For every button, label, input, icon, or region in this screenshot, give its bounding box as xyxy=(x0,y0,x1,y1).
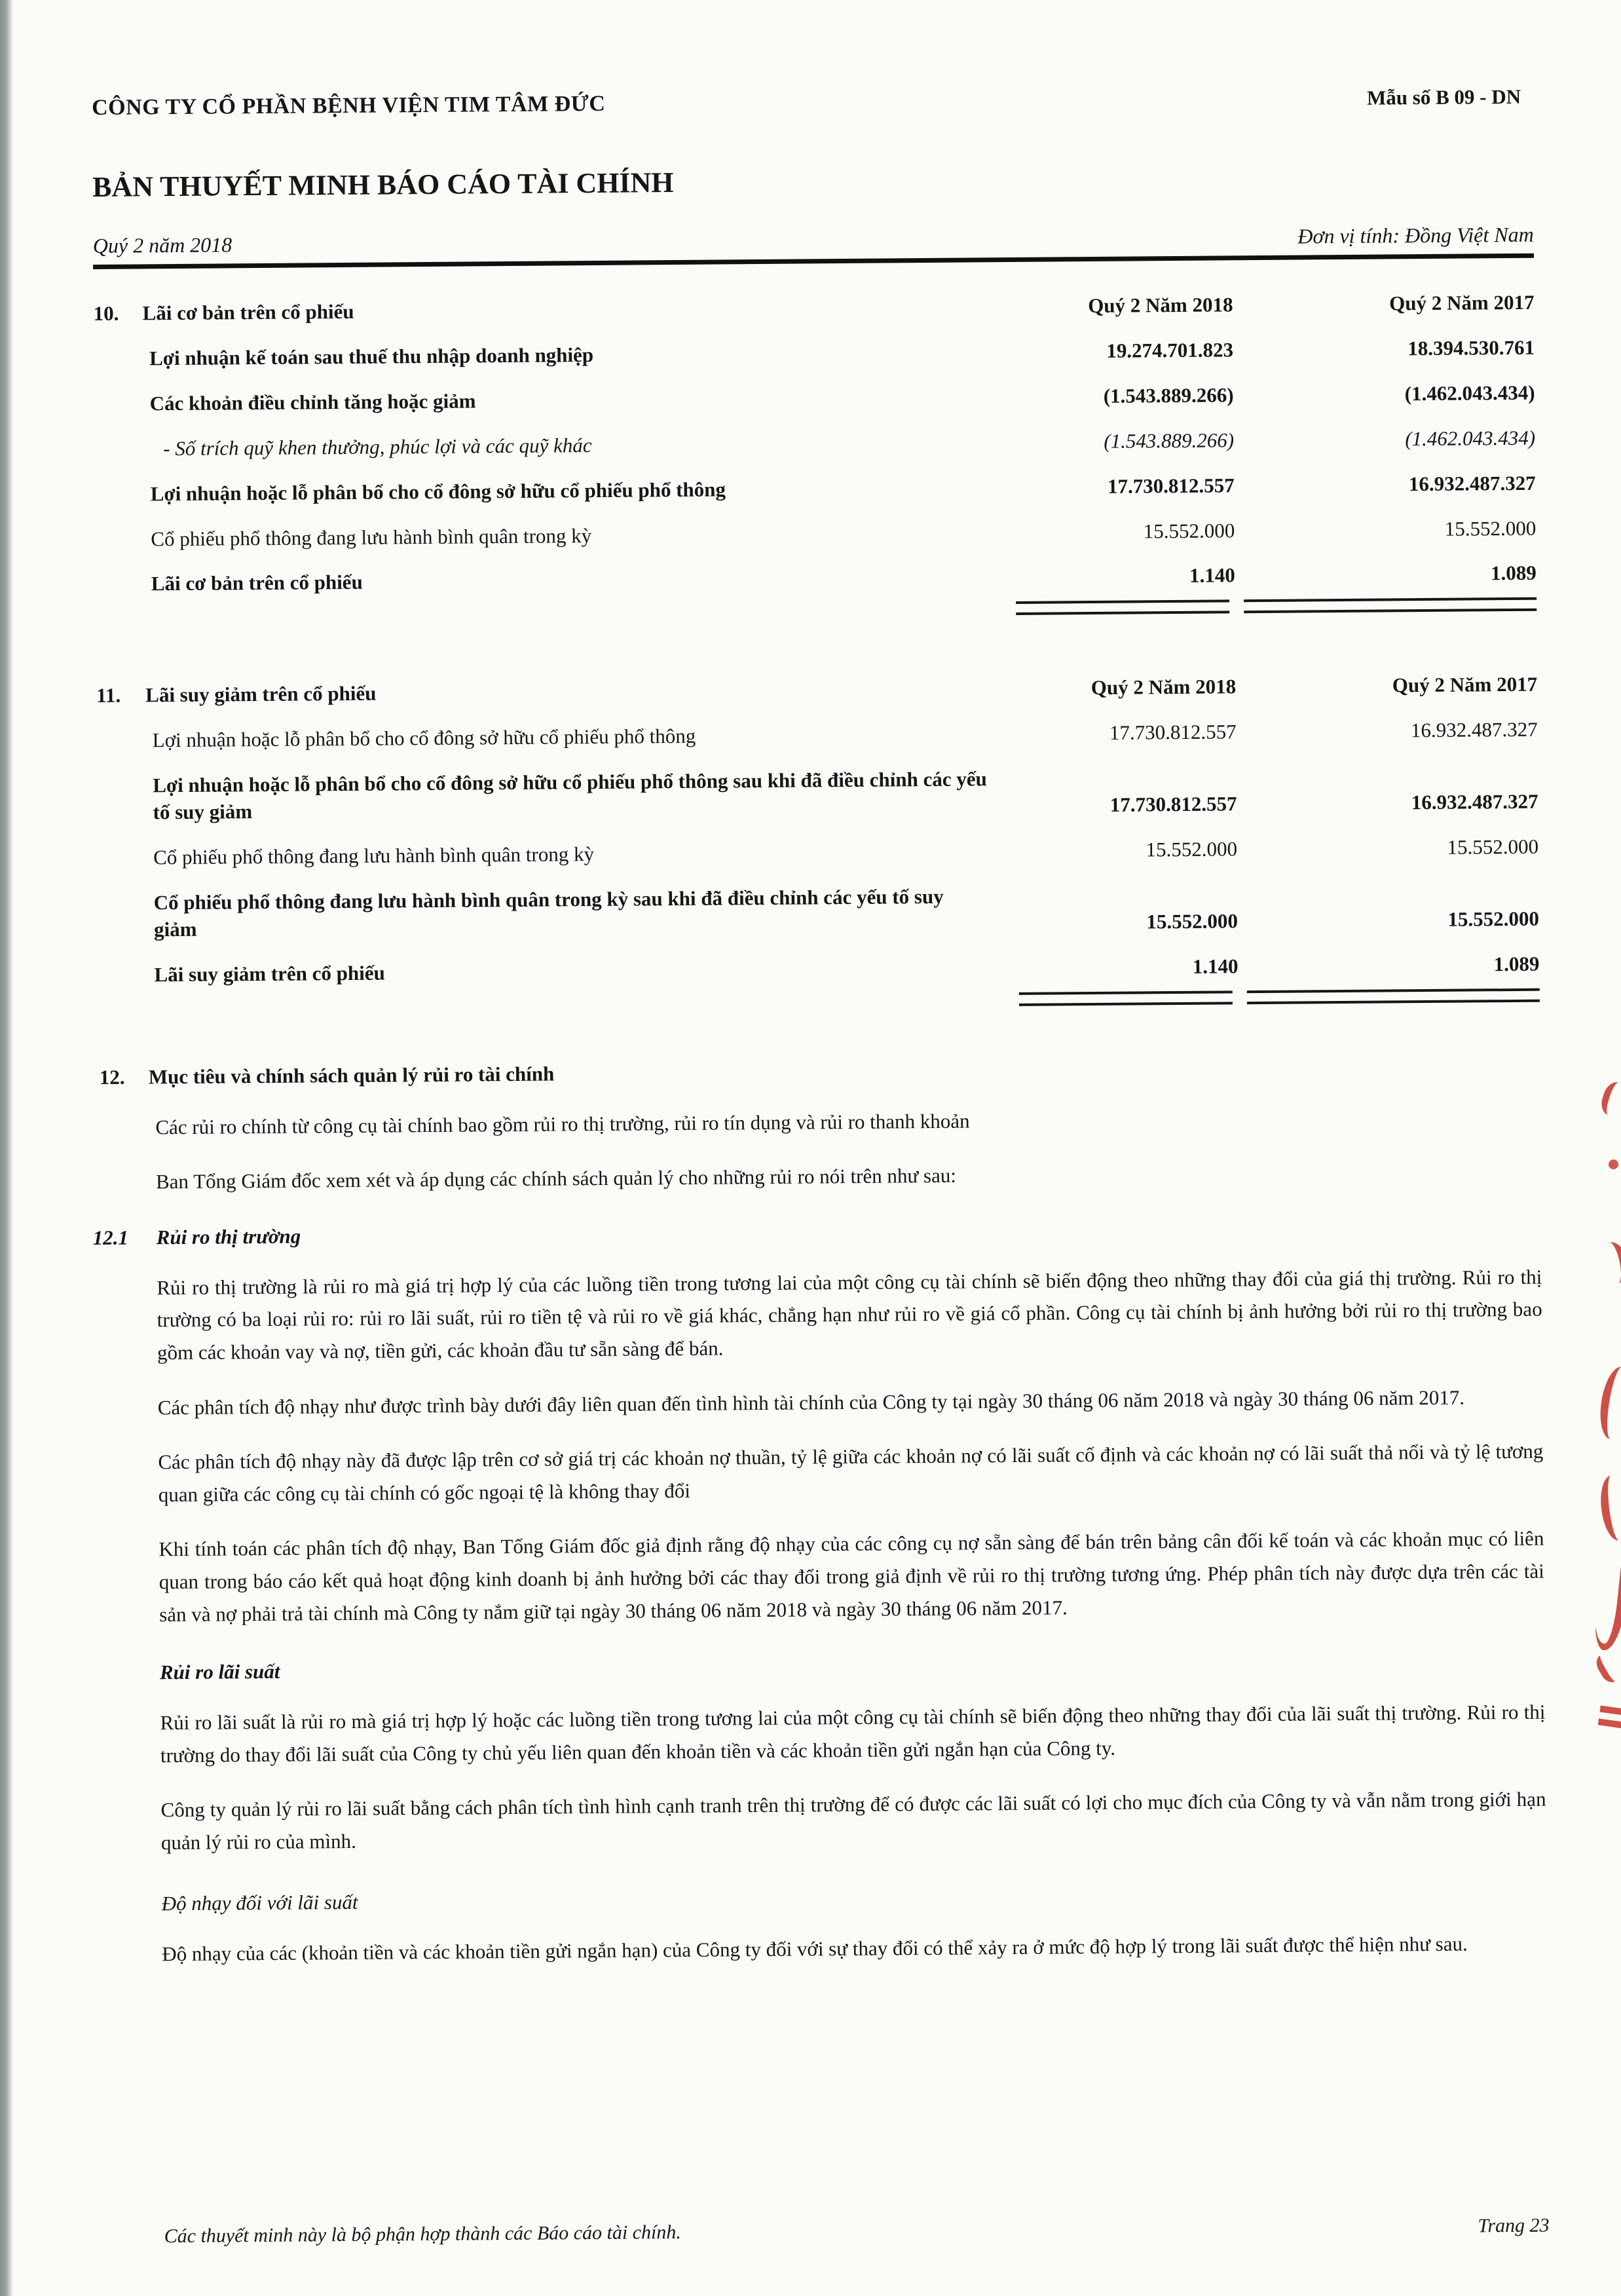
column-header-2017: Quý 2 Năm 2017 xyxy=(1389,290,1535,315)
paragraph: Ban Tổng Giám đốc xem xét và áp dụng các chính sách quản lý cho những rủi ro nói trên như sau: xyxy=(155,1163,957,1194)
value-2018: 1.140 xyxy=(1189,563,1235,588)
value-2017: 15.552.000 xyxy=(1447,907,1540,931)
paragraph: Các phân tích độ nhạy này đã được lập trên cơ sở giá trị các khoản nợ thuần, tỷ lệ giữa các khoản nợ có lãi suất cố định và các khoản nợ có lãi suất thả nổi và tỷ lệ tương quan giữa các công cụ tài chính có gốc ngoại tệ là không thay đổi xyxy=(158,1439,1544,1507)
company-name: CÔNG TY CỔ PHẦN BỆNH VIỆN TIM TÂM ĐỨC xyxy=(92,91,606,120)
value-2018: 19.274.701.823 xyxy=(1106,338,1234,362)
table-row xyxy=(95,470,1536,508)
table-row xyxy=(98,879,1540,944)
table-row xyxy=(98,834,1538,872)
column-header-2017: Quý 2 Năm 2017 xyxy=(1392,673,1538,697)
red-ink-mark xyxy=(1609,1159,1618,1169)
value-2017: 1.089 xyxy=(1493,952,1540,975)
section12-1-title: Rủi ro thị trường xyxy=(156,1224,301,1249)
double-rule-2018 xyxy=(1016,600,1229,616)
value-2017: 1.089 xyxy=(1490,561,1537,585)
value-2017: 15.552.000 xyxy=(1444,516,1537,540)
table-row xyxy=(97,717,1538,755)
paragraph: Khi tính toán các phân tích độ nhạy, Ban Tổng Giám đốc giả định rằng độ nhạy của các công cụ nợ sẵn sàng để bán trên bảng cân đối kế toán và các khoản mục có liên quan trong báo cáo kết quả hoạt động kinh doanh bị ảnh hưởng bởi các thay đổi trong giả định về rủi ro thị trường tương ứng. Phép phân tích này được dựa trên các tài sản và nợ phải trả tài chính mà Công ty nắm giữ tại ngày 30 tháng 06 năm 2018 và ngày 30 tháng 06 năm 2017. xyxy=(158,1526,1544,1626)
red-ink-mark xyxy=(1599,1706,1621,1716)
red-ink-mark xyxy=(1596,1239,1621,1286)
period-row xyxy=(93,223,1534,258)
paragraph: Các phân tích độ nhạy như được trình bày dưới đây liên quan đến tình hình tài chính của Công ty tại ngày 30 tháng 06 năm 2018 và ngày 30 tháng 06 năm 2017. xyxy=(157,1385,1465,1419)
value-2018: 15.552.000 xyxy=(1146,909,1239,933)
value-2018: 17.730.812.557 xyxy=(1109,720,1237,745)
value-2017: 16.932.487.327 xyxy=(1408,471,1536,495)
section10-number: 10. xyxy=(93,301,119,325)
section-risk-management xyxy=(92,1054,1548,1970)
total-rule-row xyxy=(99,988,1540,1013)
value-2017: (1.462.043.434) xyxy=(1404,381,1535,405)
value-2017: (1.462.043.434) xyxy=(1405,426,1536,450)
section10-heading-row xyxy=(93,290,1534,328)
column-header-2018: Quý 2 Năm 2018 xyxy=(1090,675,1237,700)
value-2017: 16.932.487.327 xyxy=(1411,789,1538,814)
section11-title: Lãi suy giảm trên cổ phiếu xyxy=(145,681,377,707)
form-number: Mẫu số B 09 - DN xyxy=(1366,85,1521,109)
section10-heading xyxy=(93,293,1013,328)
total-rule-row xyxy=(96,597,1537,622)
section12-number: 12. xyxy=(99,1065,125,1089)
row-label: - Số trích quỹ khen thưởng, phúc lợi và các quỹ khác xyxy=(163,433,592,460)
section12-heading xyxy=(100,1054,1540,1089)
row-label: Lợi nhuận hoặc lỗ phân bổ cho cổ đông sở hữu cổ phiếu phổ thông sau khi đã điều chỉnh các yếu tố suy giảm xyxy=(153,767,987,824)
value-2018: 17.730.812.557 xyxy=(1107,473,1235,498)
table-row xyxy=(97,762,1538,827)
page-number: Trang 23 xyxy=(1478,2214,1550,2237)
section-diluted-eps xyxy=(96,671,1540,1013)
row-label: Lợi nhuận hoặc lỗ phân bổ cho cổ đông sở hữu cổ phiếu phổ thông xyxy=(150,478,726,505)
value-2017: 16.932.487.327 xyxy=(1410,717,1538,742)
section12-title: Mục tiêu và chính sách quản lý rủi ro tài chính xyxy=(148,1062,555,1088)
paragraph: Các rủi ro chính từ công cụ tài chính bao gồm rủi ro thị trường, rủi ro tín dụng và rủi ro thanh khoản xyxy=(155,1109,970,1139)
table-row xyxy=(94,424,1535,462)
value-2018: (1.543.889.266) xyxy=(1103,383,1234,407)
scan-edge-shadow xyxy=(0,0,13,2296)
section-basic-eps xyxy=(93,290,1537,623)
row-label: Lãi cơ bản trên cổ phiếu xyxy=(151,571,363,595)
row-label: Cổ phiếu phổ thông đang lưu hành bình quân trong kỳ xyxy=(153,842,595,869)
paragraph: Công ty quản lý rủi ro lãi suất bằng cách phân tích tình hình cạnh tranh trên thị trường để có được các lãi suất có lợi cho mục đích của Công ty và vẫn nằm trong giới hạn quản lý rủi ro của mình. xyxy=(160,1787,1546,1854)
red-ink-mark xyxy=(1592,1566,1621,1652)
row-label: Lợi nhuận hoặc lỗ phân bổ cho cổ đông sở hữu cổ phiếu phổ thông xyxy=(152,725,696,752)
paragraph: Độ nhạy của các (khoản tiền và các khoản tiền gửi ngắn hạn) của Công ty đối với sự thay đổi có thể xảy ra ở mức độ hợp lý trong lãi suất được thể hiện như sau. xyxy=(162,1932,1468,1965)
section11-number: 11. xyxy=(96,684,121,707)
row-label: Các khoản điều chỉnh tăng hoặc giảm xyxy=(149,389,476,415)
row-label: Lợi nhuận kế toán sau thuế thu nhập doanh nghiệp xyxy=(149,343,594,370)
row-label: Cổ phiếu phổ thông đang lưu hành bình quân trong kỳ xyxy=(151,523,592,550)
value-2018: 15.552.000 xyxy=(1143,518,1235,542)
page-header xyxy=(92,85,1533,121)
section11-heading-row xyxy=(96,671,1537,709)
table-row xyxy=(96,560,1537,598)
column-header-2018: Quý 2 Năm 2018 xyxy=(1088,293,1233,318)
page-content xyxy=(92,85,1550,2248)
red-ink-mark xyxy=(1593,1649,1621,1686)
value-2018: 15.552.000 xyxy=(1146,837,1238,861)
page-footer xyxy=(164,2215,1550,2248)
double-rule-2018 xyxy=(1019,990,1233,1006)
paragraph: Rủi ro lãi suất là rủi ro mà giá trị hợp lý hoặc các luồng tiền trong tương lai của một công cụ tài chính sẽ biến động theo những thay đổi của lãi suất thị trường. Rủi ro thị trường do thay đổi lãi suất của Công ty chủ yếu liên quan đến khoản tiền và các khoản tiền gửi ngắn hạn của Công ty. xyxy=(160,1700,1546,1767)
interest-rate-risk-heading: Rủi ro lãi suất xyxy=(159,1659,280,1684)
value-2018: (1.543.889.266) xyxy=(1104,428,1235,453)
value-2018: 1.140 xyxy=(1192,954,1239,978)
double-rule-2017 xyxy=(1244,597,1537,614)
table-row xyxy=(98,950,1539,988)
paragraph: Rủi ro thị trường là rủi ro mà giá trị hợp lý của các luồng tiền trong tương lai của một công cụ tài chính sẽ biến động theo những thay đổi của giá thị trường. Rủi ro thị trường có ba loại rủi ro: rủi ro lãi suất, rủi ro tiền tệ và rủi ro về giá khác, chẳng hạn như rủi ro về giá cổ phần. Công cụ tài chính bị ảnh hưởng bởi rủi ro thị trường bao gồm các khoản vay và nợ, tiền gửi, các khoản đầu tư sẵn sàng để bán. xyxy=(157,1265,1542,1364)
document-title: BẢN THUYẾT MINH BÁO CÁO TÀI CHÍNH xyxy=(92,166,674,203)
section12-1-heading xyxy=(92,1214,1542,1249)
table-row xyxy=(94,335,1535,373)
currency-unit-note: Đơn vị tính: Đồng Việt Nam xyxy=(1297,222,1534,248)
double-rule-2017 xyxy=(1247,988,1540,1004)
red-ink-marks xyxy=(1592,0,1621,2296)
row-label: Cổ phiếu phổ thông đang lưu hành bình quân trong kỳ sau khi đã điều chỉnh các yếu tố suy giảm xyxy=(153,884,944,941)
interest-sensitivity-heading: Độ nhạy đối với lãi suất xyxy=(161,1890,358,1915)
section11-heading xyxy=(96,675,1016,709)
row-label: Lãi suy giảm trên cổ phiếu xyxy=(154,961,385,986)
red-ink-mark xyxy=(1597,1474,1621,1542)
red-ink-mark xyxy=(1596,1364,1621,1442)
value-2017: 18.394.530.761 xyxy=(1407,335,1535,360)
table-row xyxy=(95,515,1536,553)
value-2017: 15.552.000 xyxy=(1447,835,1539,859)
section10-title: Lãi cơ bản trên cổ phiếu xyxy=(142,299,354,325)
table-row xyxy=(94,380,1535,418)
period-label: Quý 2 năm 2018 xyxy=(92,233,233,257)
footer-note: Các thuyết minh này là bộ phận hợp thành các Báo cáo tài chính. xyxy=(164,2221,681,2248)
red-ink-mark xyxy=(1598,1080,1621,1120)
section12-1-number: 12.1 xyxy=(92,1226,129,1249)
value-2018: 17.730.812.557 xyxy=(1109,792,1237,816)
